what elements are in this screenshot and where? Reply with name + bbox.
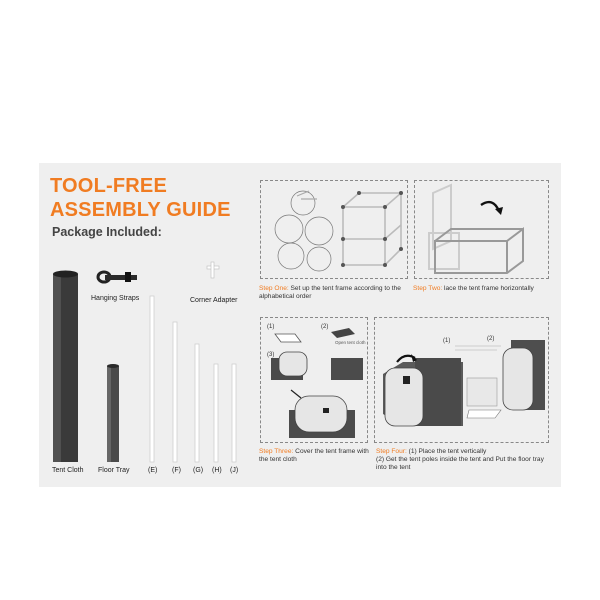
mark-4-2: (2): [487, 336, 495, 342]
step-one-art: [261, 181, 407, 278]
step-two-diagram-box: [414, 180, 549, 279]
step-two-text: [413, 285, 553, 293]
step-two-body: lace the tent frame horizontally: [442, 285, 534, 292]
step-four-body-1: (1) Place the tent vertically: [406, 448, 487, 455]
floor-tray-label: Floor Tray: [98, 467, 130, 474]
step-three-heading: Step Three:: [259, 448, 294, 455]
step-one-diagram-box: [260, 180, 408, 279]
tent-cloth-label: Tent Cloth: [52, 467, 84, 474]
floor-tray-roll: [107, 364, 119, 462]
pole-h-label: (H): [212, 467, 222, 474]
pole-e-label: (E): [148, 467, 158, 474]
step-one-body: Set up the tent frame according to the alphabetical order: [259, 285, 401, 300]
corner-adapter-label: Corner Adapter: [190, 297, 238, 304]
mark-3: (3): [267, 352, 275, 358]
hanging-straps-art: [98, 272, 137, 282]
step-three-art: [261, 318, 367, 442]
pole-f-label: (F): [172, 467, 181, 474]
tent-cloth-roll: [53, 271, 78, 463]
package-label: Package Included:: [52, 225, 162, 239]
step-three-diagram-box: [260, 317, 368, 443]
step-three-body: Cover the tent frame with the tent cloth: [259, 448, 369, 463]
pole-j-label: (J): [230, 467, 239, 474]
pole-g-label: (G): [193, 467, 204, 474]
mark-1: (1): [267, 324, 275, 330]
step-four-diagram-box: [374, 317, 549, 443]
step-one-text: [259, 285, 409, 301]
step-four-art: [375, 318, 548, 442]
package-items-art: [39, 240, 254, 485]
mark-4-1: (1): [443, 338, 451, 344]
tent-poles: [150, 296, 236, 462]
step-four-body-2: (2) Get the tent poles inside the tent and Put the floor tray into the tent: [376, 456, 544, 471]
mark-2: (2): [321, 324, 329, 330]
step-one-heading: Step One:: [259, 285, 289, 292]
open-tent-cloth-label: Open tent cloth: [335, 340, 366, 345]
step-four-heading: Step Four:: [376, 448, 407, 455]
step-two-art: [415, 181, 548, 278]
title-line-2: ASSEMBLY GUIDE: [50, 199, 231, 221]
step-four-text: [376, 448, 551, 472]
corner-adapter-art: [207, 262, 219, 278]
title-line-1: TOOL-FREE: [50, 175, 167, 197]
step-two-heading: Step Two:: [413, 285, 443, 292]
hanging-straps-label: Hanging Straps: [91, 295, 140, 302]
step-three-text: [259, 448, 371, 464]
